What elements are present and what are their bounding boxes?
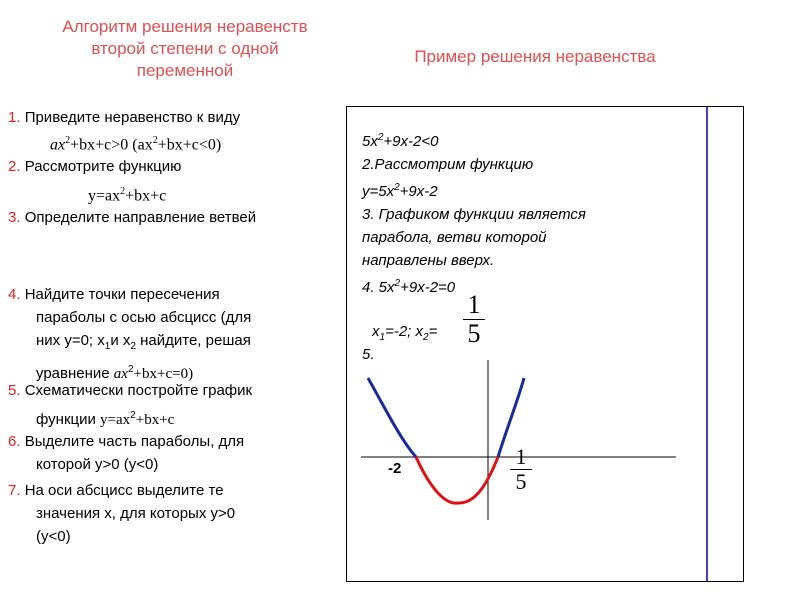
right-title: Пример решения неравенства xyxy=(414,47,656,66)
step-7-number: 7. xyxy=(8,482,21,499)
roots-line: $x_1=-2$; $x_2=$ xyxy=(372,323,438,343)
step-1-number: 1. xyxy=(8,109,21,126)
parabola-negative-part xyxy=(416,457,498,503)
parabola-left-branch xyxy=(368,378,416,457)
step-3-text: Определите направление ветвей xyxy=(24,209,257,226)
step-2-formula: $y=ax^2+bx+c$ xyxy=(88,186,167,205)
left-title-line-1: Алгоритм решения неравенств xyxy=(62,17,308,36)
root-left-label: -2 xyxy=(388,460,402,477)
step-4-number: 4. xyxy=(8,286,21,303)
step-2-number: 2. xyxy=(8,158,21,175)
step-1-formula: $ax^2+bx+c>0$ $(ax^2+bx+c<0)$ xyxy=(50,135,222,154)
step-7: 7. На оси абсцисс выделите те значения х, для которых у>0 (у<0) xyxy=(8,482,236,545)
step-2-text: Рассмотрите функцию xyxy=(24,158,182,175)
panel-vertical-line xyxy=(706,107,708,581)
step-1-text: Приведите неравенство к виду xyxy=(24,109,241,126)
step-6-number: 6. xyxy=(8,433,21,450)
root-right-label: 1 5 xyxy=(510,447,532,492)
example-text: $5x^2+9x-2<0$ 2.Рассмотрим функцию $y=5x^2+9x-2$ 3. Графиком функции является парабола, ветви которой направлены вверх. 4. $5x^2+9x-2=0$ xyxy=(362,132,586,296)
step-1 xyxy=(8,108,240,128)
parabola-graph xyxy=(346,360,686,520)
step-2 xyxy=(8,157,181,177)
step-3 xyxy=(8,208,256,228)
step-6: 6. Выделите часть параболы, для которой у>0 (у<0) xyxy=(8,433,245,473)
step-3-number: 3. xyxy=(8,209,21,226)
root-fraction: 1 5 xyxy=(463,293,485,346)
step-5-label: 5. xyxy=(362,346,375,363)
left-title xyxy=(20,16,350,82)
step-5-number: 5. xyxy=(8,382,21,399)
step-4: 4. Найдите точки пересечения параболы с осью абсцисс (для них у=0; $х_1и$ $х_2$ найдите, решая уравнение $ax^2+bx+c=0$) xyxy=(8,286,252,382)
left-title-line-2: второй степени с одной xyxy=(91,39,279,58)
step-5: 5. Схематически постройте график функции $y=ax^2+bx+c$ xyxy=(8,382,253,428)
left-title-line-3: переменной xyxy=(136,61,234,80)
